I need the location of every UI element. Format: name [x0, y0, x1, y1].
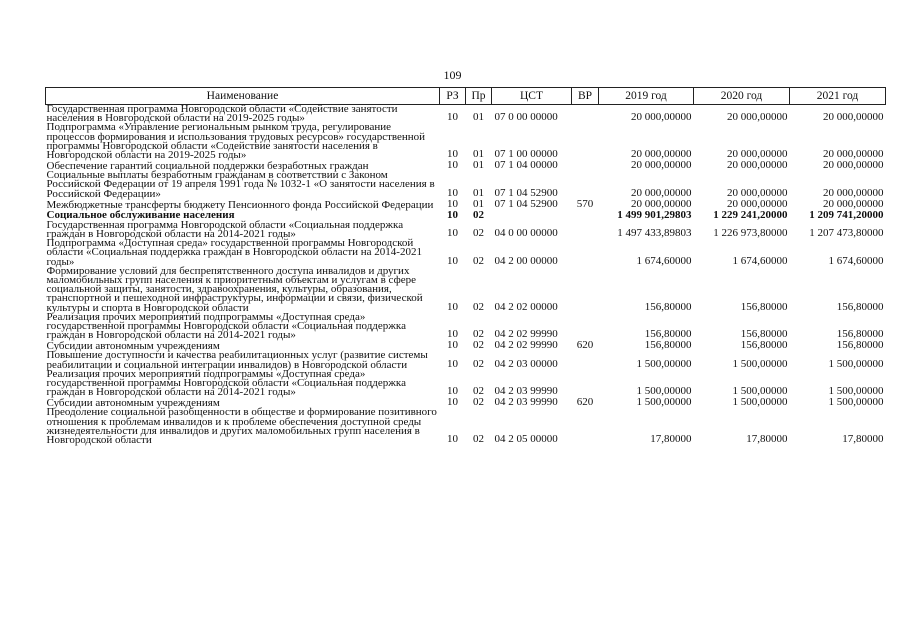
row-2021: 1 207 473,80000 — [809, 227, 884, 240]
row-2021: 1 500,00000 — [828, 396, 884, 409]
table-row — [46, 123, 886, 160]
row-cst: 07 1 04 00000 — [494, 159, 558, 172]
row-pr: 01 — [473, 148, 484, 161]
row-2019: 1 674,60000 — [636, 254, 692, 267]
table-header-row — [46, 88, 886, 105]
row-2021: 156,80000 — [836, 300, 884, 313]
row-vr — [572, 408, 599, 445]
budget-table — [45, 87, 886, 445]
row-2019: 1 497 433,89803 — [617, 227, 692, 240]
row-cst: 04 2 03 99990 — [494, 385, 558, 398]
row-name: Реализация прочих мероприятий подпрограммы «Доступная среда» государственной программы Новгородской области «Социальная поддержка граждан в Новгородской области на 2014-2021 годы» — [46, 367, 406, 399]
row-2020: 1 229 241,20000 — [713, 208, 788, 221]
row-2021: 1 674,60000 — [828, 254, 884, 267]
row-2019: 20 000,00000 — [631, 111, 692, 124]
page-number: 109 — [443, 68, 462, 82]
row-cst: 07 1 04 52900 — [494, 186, 558, 199]
row-pr: 02 — [473, 339, 484, 352]
row-cst: 04 2 02 00000 — [494, 300, 558, 313]
row-2020: 1 500,00000 — [732, 396, 788, 409]
row-2020: 156,80000 — [740, 328, 788, 341]
row-2020: 20 000,00000 — [727, 111, 788, 124]
row-2019: 1 500,00000 — [636, 357, 692, 370]
row-2019: 156,80000 — [644, 328, 692, 341]
header-cst: ЦСТ — [492, 88, 572, 105]
row-name: Формирование условий для беспрепятственного доступа инвалидов и других маломобильных групп населения к приоритетным объектам и услугам в сфере социальной защиты, занятости, здравоохранения, культуры, образования, транспортной и пешеходной инфраструктуры, информации и связи, физической культуры и спорта в Новгородской области — [46, 264, 423, 314]
row-name: Субсидии автономным учреждениям — [46, 397, 220, 410]
row-pr: 02 — [473, 396, 484, 409]
row-cst: 04 2 00 00000 — [494, 254, 558, 267]
row-2020: 1 500,00000 — [732, 357, 788, 370]
row-2021: 20 000,00000 — [823, 159, 884, 172]
row-2019: 1 499 901,29803 — [617, 208, 692, 221]
row-pr: 01 — [473, 159, 484, 172]
row-name: Реализация прочих мероприятий подпрограммы «Доступная среда» государственной программы Новгородской области «Социальная поддержка граждан в Новгородской области на 2014-2021 годы» — [46, 310, 406, 342]
row-pr: 02 — [473, 254, 484, 267]
row-vr: 620 — [576, 339, 594, 352]
row-name: Преодоление социальной разобщенности в обществе и формирование позитивного отношения к проблемам инвалидов и к проблеме обеспечения доступной среды жизнедеятельности для инвалидов и других маломобильных групп населения в Новгородской области — [46, 406, 437, 447]
row-rz: 10 — [447, 159, 458, 172]
row-2021: 17,80000 — [842, 433, 884, 446]
row-2019: 17,80000 — [650, 433, 692, 446]
row-pr: 02 — [473, 385, 484, 398]
row-rz: 10 — [447, 385, 458, 398]
row-pr: 02 — [473, 357, 484, 370]
row-vr — [572, 221, 599, 239]
row-pr: 02 — [473, 328, 484, 341]
row-rz: 10 — [447, 339, 458, 352]
header-rz: РЗ — [440, 88, 466, 105]
row-vr — [572, 123, 599, 160]
row-pr: 02 — [473, 208, 484, 221]
row-name: Повышение доступности и качества реабилитационных услуг (развитие системы реабилитации и социальной интеграции инвалидов) в Новгородской области — [46, 349, 428, 371]
header-name: Наименование — [46, 88, 440, 105]
row-rz: 10 — [447, 186, 458, 199]
row-2020: 17,80000 — [746, 433, 788, 446]
row-2021: 1 500,00000 — [828, 385, 884, 398]
row-rz: 10 — [447, 197, 458, 210]
row-2021: 1 209 741,20000 — [809, 208, 884, 221]
row-vr: 620 — [576, 396, 594, 409]
table-row — [46, 408, 886, 445]
row-2019: 1 500,00000 — [636, 396, 692, 409]
row-rz: 10 — [447, 396, 458, 409]
row-2021: 20 000,00000 — [823, 197, 884, 210]
row-cst: 04 2 03 99990 — [494, 396, 558, 409]
row-2019: 20 000,00000 — [631, 197, 692, 210]
row-rz: 10 — [447, 254, 458, 267]
table-row — [46, 239, 886, 267]
row-rz: 10 — [447, 208, 458, 221]
row-2020: 1 674,60000 — [732, 254, 788, 267]
row-2020: 20 000,00000 — [727, 197, 788, 210]
row-vr — [572, 267, 599, 313]
row-cst: 04 2 02 99990 — [494, 328, 558, 341]
row-pr: 01 — [473, 197, 484, 210]
row-cst: 04 2 02 99990 — [494, 339, 558, 352]
table-row — [46, 171, 886, 199]
row-2021: 20 000,00000 — [823, 148, 884, 161]
table-body — [46, 105, 886, 446]
row-rz: 10 — [447, 111, 458, 124]
row-pr: 02 — [473, 433, 484, 446]
row-name: Социальные выплаты безработным гражданам в соответствии с Законом Российской Федерации от 19 апреля 1991 года № 1032-1 «О занятости населения в Российской Федерации» — [46, 169, 435, 200]
row-vr — [572, 160, 599, 171]
row-2020: 156,80000 — [740, 339, 788, 352]
row-rz: 10 — [447, 357, 458, 370]
row-2021: 1 500,00000 — [828, 357, 884, 370]
row-cst: 07 1 04 52900 — [494, 197, 558, 210]
row-2019: 20 000,00000 — [631, 159, 692, 172]
header-2020: 2020 год — [694, 88, 790, 105]
header-pr: Пр — [466, 88, 492, 105]
row-vr — [572, 313, 599, 341]
row-2020: 20 000,00000 — [727, 186, 788, 199]
row-name: Межбюджетные трансферты бюджету Пенсионного фонда Российской Федерации — [46, 198, 434, 211]
row-name: Обеспечение гарантий социальной поддержки безработных граждан — [46, 160, 369, 173]
row-name: Социальное обслуживание населения — [46, 208, 235, 221]
row-rz: 10 — [447, 328, 458, 341]
row-pr: 02 — [473, 300, 484, 313]
row-rz: 10 — [447, 148, 458, 161]
row-2019: 156,80000 — [644, 339, 692, 352]
row-name: Государственная программа Новгородской области «Содействие занятости населения в Новгородской области на 2019-2025 годы» — [46, 103, 398, 125]
row-cst: 04 2 03 00000 — [494, 357, 558, 370]
row-pr: 01 — [473, 186, 484, 199]
row-rz: 10 — [447, 300, 458, 313]
row-name: Подпрограмма «Управление региональным рынком труда, регулирование процессов формирования и использования трудовых ресурсов» государственной программы Новгородской области «Содействие занятости населения в Новгородской области на 2019-2025 годы» — [46, 121, 426, 162]
header-2021: 2021 год — [790, 88, 886, 105]
row-vr — [572, 105, 599, 124]
row-2021: 156,80000 — [836, 339, 884, 352]
table-row — [46, 267, 886, 313]
row-cst — [492, 210, 572, 221]
table-row — [46, 313, 886, 341]
row-2021: 156,80000 — [836, 328, 884, 341]
row-cst: 04 2 05 00000 — [494, 433, 558, 446]
row-name: Субсидии автономным учреждениям — [46, 340, 220, 353]
row-2020: 20 000,00000 — [727, 159, 788, 172]
row-vr — [572, 239, 599, 267]
row-2019: 20 000,00000 — [631, 148, 692, 161]
header-2019: 2019 год — [599, 88, 694, 105]
row-rz: 10 — [447, 227, 458, 240]
row-2020: 1 500,00000 — [732, 385, 788, 398]
row-name: Подпрограмма «Доступная среда» государственной программы Новгородской области «Социальная поддержка граждан в Новгородской области на 2014-2021 годы» — [46, 237, 422, 268]
row-pr: 01 — [473, 111, 484, 124]
row-cst: 07 1 00 00000 — [494, 148, 558, 161]
row-2021: 20 000,00000 — [823, 186, 884, 199]
row-pr: 02 — [473, 227, 484, 240]
row-2020: 1 226 973,80000 — [713, 227, 788, 240]
row-2019: 1 500,00000 — [636, 385, 692, 398]
row-vr — [572, 210, 599, 221]
row-2020: 20 000,00000 — [727, 148, 788, 161]
row-cst: 07 0 00 00000 — [494, 111, 558, 124]
row-2019: 20 000,00000 — [631, 186, 692, 199]
row-cst: 04 0 00 00000 — [494, 227, 558, 240]
row-2020: 156,80000 — [740, 300, 788, 313]
row-2021: 20 000,00000 — [823, 111, 884, 124]
table-row — [46, 370, 886, 398]
row-vr: 570 — [576, 197, 594, 210]
row-name: Государственная программа Новгородской области «Социальная поддержка граждан в Новгородской области на 2014-2021 годы» — [46, 218, 404, 241]
row-vr — [572, 171, 599, 199]
row-vr — [572, 351, 599, 369]
row-2019: 156,80000 — [644, 300, 692, 313]
row-rz: 10 — [447, 433, 458, 446]
header-vr: ВР — [572, 88, 599, 105]
row-vr — [572, 370, 599, 398]
